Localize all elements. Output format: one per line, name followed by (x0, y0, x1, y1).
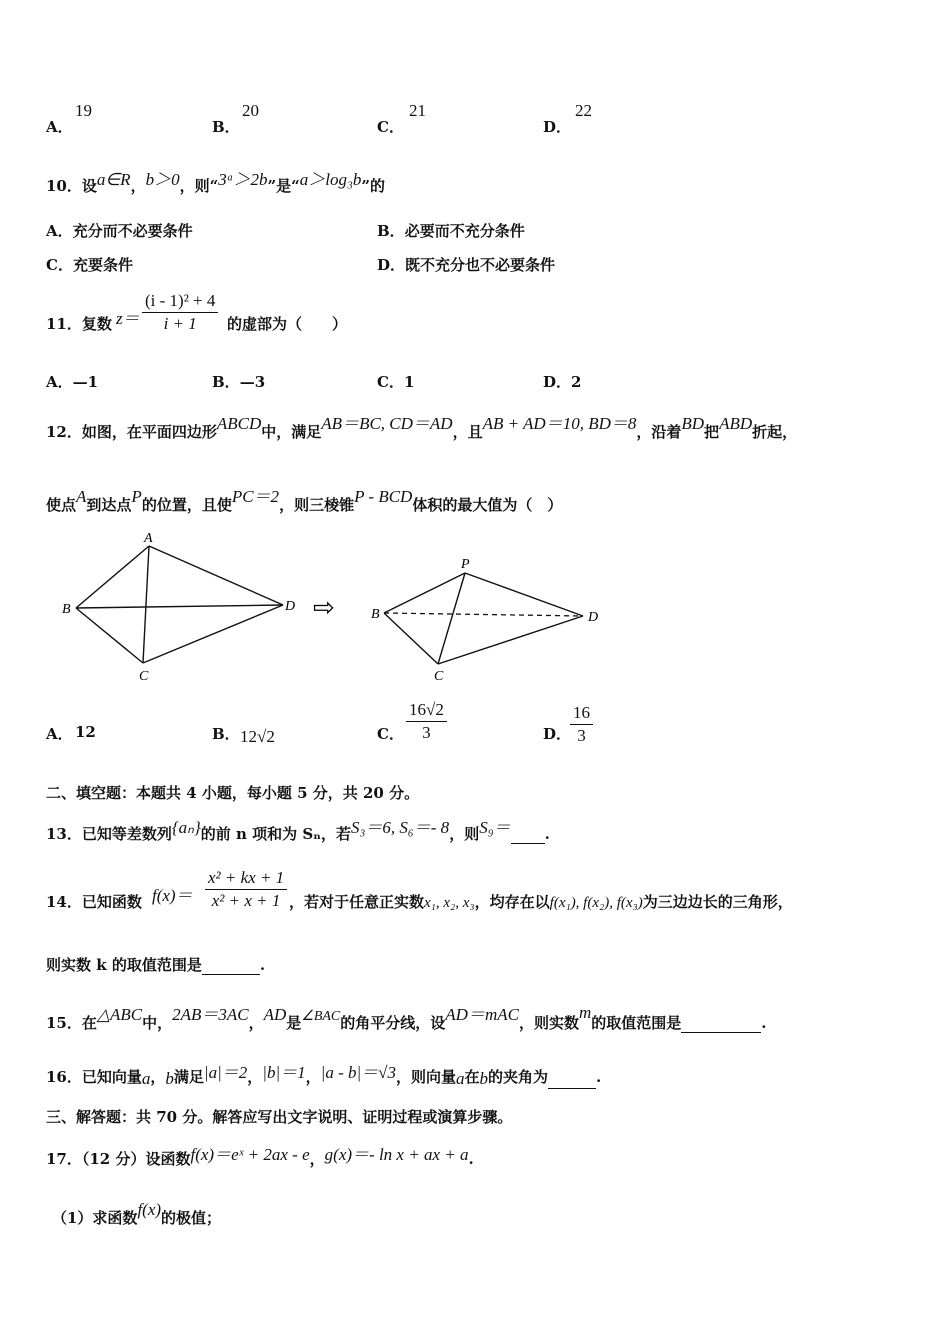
q12-option-c-num: 16√2 (406, 700, 447, 722)
q10-option-d: D．既不充分也不必要条件 (377, 256, 556, 274)
q12-l2p3: 的位置，且使 (141, 496, 232, 514)
q11-denominator: i + 1 (163, 314, 197, 333)
q9-option-d-value: 22 (575, 101, 592, 120)
q11-option-c: C．1 (377, 373, 415, 391)
q9-option-b-label: B． (212, 118, 240, 136)
q16-p6: ，则向量 (396, 1068, 457, 1086)
q11-z: z＝ (116, 309, 140, 328)
q15-m5: AD＝mAC (445, 1005, 519, 1024)
q12-option-c-label: C． (377, 725, 404, 743)
q9-option-a-value: 19 (75, 101, 92, 120)
q12-line2 (46, 482, 562, 515)
q14-fraction (205, 868, 287, 911)
section-2-heading: 二、填空题：本题共 4 小题，每小题 5 分，共 20 分。 (46, 784, 420, 802)
q16-p7: 在 (464, 1068, 480, 1086)
q12-p1: 12．如图，在平面四边形 (46, 423, 217, 441)
q14-l2: 则实数 k 的取值范围是 (46, 956, 202, 974)
fig2-label-b: B (371, 607, 380, 622)
fig1-label-a: A (144, 531, 153, 546)
q9-option-c-label: C． (377, 118, 404, 136)
q12-p4: ，沿着 (636, 423, 682, 441)
q14-answer-blank[interactable] (202, 960, 260, 975)
q17-sub1 (52, 1200, 221, 1228)
q15-m6: m (578, 1003, 592, 1022)
q15-m1: △ABC (96, 1005, 143, 1024)
q10-stmt1: 3ᵃ＞2b (218, 170, 268, 189)
question-16 (46, 1058, 601, 1089)
q16-p4: ， (247, 1068, 263, 1086)
q15-p6: ，则实数 (518, 1014, 579, 1032)
q12-option-d-num: 16 (570, 703, 593, 725)
q13-p2: 的前 n 项和为 Sₙ，若 (200, 825, 351, 843)
q17-p1: 17．（12 分）设函数 (46, 1150, 191, 1168)
q12-l2m3: PC＝2 (231, 487, 280, 506)
q14-p2: ，若对于任意正实数 (289, 893, 425, 911)
q14-l2-end: . (259, 956, 266, 974)
q15-p5: 的角平分线，设 (340, 1014, 446, 1032)
q12-l2p1: 使点 (46, 496, 77, 514)
q14-p3: ，均存在以 (474, 893, 550, 911)
q12-l2m2: P (131, 487, 142, 506)
q16-answer-blank[interactable] (548, 1074, 596, 1089)
q11-option-b: B．—3 (212, 373, 266, 391)
fold-arrow-icon: ⇨ (313, 593, 335, 622)
q16-m7: b (479, 1069, 489, 1088)
q12-l2p4: ，则三棱锥 (279, 496, 355, 514)
q9-option-a-label: A． (46, 118, 73, 136)
q16-m2: b (165, 1069, 174, 1088)
question-15 (46, 1000, 767, 1033)
q12-p5: 把 (704, 423, 720, 441)
q11-numerator: (i - 1)² + 4 (142, 291, 218, 313)
q16-m3: |a|＝2 (203, 1063, 248, 1082)
q12-option-d-den: 3 (577, 726, 586, 745)
q14-m2: x₁, x₂, x₃ (424, 895, 475, 911)
q17-m2: g(x)＝- ln x + ax + a (324, 1145, 469, 1164)
q10-then: ，则“ (179, 177, 219, 195)
q10-option-b: B．必要而不充分条件 (377, 222, 525, 240)
q10-cond2: b＞0 (145, 170, 180, 189)
q10-is: ”是“ (267, 177, 300, 195)
q12-l2m4: P - BCD (354, 487, 413, 506)
figure-tetrahedron (371, 557, 598, 684)
q14-m3: f(x₁), f(x₂), f(x₃) (549, 895, 643, 911)
q9-option-d-label: D． (543, 118, 572, 136)
q10-sep1: ， (130, 177, 146, 195)
q16-p8: 的夹角为 (488, 1068, 549, 1086)
q12-m2: AB＝BC, CD＝AD (321, 414, 453, 433)
q14-m1: f(x)＝ (152, 886, 193, 905)
q10-option-a: A．充分而不必要条件 (46, 222, 193, 240)
q12-p6: 折起， (752, 423, 798, 441)
q12-m3: AB + AD＝10, BD＝8 (482, 414, 637, 433)
q12-m5: ABD (719, 414, 753, 433)
q13-p3: ，则 (449, 825, 480, 843)
q16-p3: 满足 (173, 1068, 204, 1086)
fig2-label-p: P (461, 557, 470, 572)
q12-l2m1: A (76, 487, 87, 506)
q12-option-b: 12√2 (240, 727, 275, 746)
q16-p1: 16．已知向量 (46, 1068, 142, 1086)
q12-p2: 中，满足 (261, 423, 322, 441)
q12-l2p2: 到达点 (86, 496, 132, 514)
q17-sub1-m: f(x) (137, 1200, 162, 1219)
fig1-label-b: B (62, 602, 71, 617)
figure-quadrilateral (62, 531, 295, 684)
q15-m4: ∠BAC (301, 1009, 341, 1024)
q17-sub1-p: （1）求函数 (52, 1209, 138, 1227)
q14-p4: 为三边边长的三角形， (642, 893, 793, 911)
q17-m1: f(x)＝eˣ + 2ax - e (190, 1145, 310, 1164)
q15-m3: AD (263, 1005, 287, 1024)
q11-end: 的虚部为（ ） (227, 315, 348, 333)
q15-m2: 2AB＝3AC (172, 1005, 249, 1024)
q16-m1: a (141, 1069, 151, 1088)
q16-p5: ， (305, 1068, 321, 1086)
q10-end: ”的 (361, 177, 386, 195)
q12-m1: ABCD (216, 414, 262, 433)
q12-p3: ，且 (452, 423, 483, 441)
q12-l2p5: 体积的最大值为（ ） (412, 496, 563, 514)
q10-stmt2: a＞log₃b (299, 170, 362, 189)
q10-stem (46, 165, 385, 196)
q12-option-d (570, 703, 593, 746)
fig1-label-c: C (139, 669, 149, 684)
q12-option-c (406, 700, 447, 743)
q11-fraction (142, 291, 218, 334)
q17-p2: ， (309, 1150, 325, 1168)
q13-m3: S₉＝ (479, 818, 511, 837)
fig2-label-c: C (434, 669, 444, 684)
q13-m2: S₃＝6, S₆＝- 8 (350, 818, 450, 837)
q15-p2: 中， (142, 1014, 173, 1032)
q14-line2 (46, 954, 265, 975)
q16-m4: |b|＝1 (262, 1063, 306, 1082)
q12-option-d-label: D． (543, 725, 572, 743)
q16-end: . (596, 1068, 602, 1086)
q15-p4: 是 (286, 1014, 302, 1032)
q12-option-c-den: 3 (422, 723, 431, 742)
q13-m1: {aₙ} (171, 818, 201, 837)
q14-denominator: x² + x + 1 (211, 891, 281, 910)
q12-option-a-label: A． (46, 725, 73, 743)
question-17 (46, 1140, 474, 1169)
fig2-label-d: D (588, 610, 599, 625)
q13-end: . (544, 825, 550, 843)
section-3-heading: 三、解答题：共 70 分。解答应写出文字说明、证明过程或演算步骤。 (46, 1108, 513, 1126)
q11-number: 11．复数 (46, 315, 112, 333)
q14-numerator: x² + kx + 1 (205, 868, 287, 890)
q15-p1: 15．在 (46, 1014, 97, 1032)
q16-p2: ， (150, 1068, 166, 1086)
q15-p7: 的取值范围是 (591, 1014, 682, 1032)
q13-p1: 13．已知等差数列 (46, 825, 172, 843)
q10-option-c: C．充要条件 (46, 256, 133, 274)
q11-option-d: D．2 (543, 373, 582, 391)
q14-rest (289, 891, 793, 912)
q12-figure (55, 530, 615, 685)
q9-option-c-value: 21 (409, 101, 426, 120)
q12-option-b-label: B． (212, 725, 240, 743)
q17-sub1-end: 的极值； (161, 1209, 222, 1227)
fig1-label-d: D (285, 599, 296, 614)
q15-end: . (761, 1014, 767, 1032)
q10-cond1: a∈R (96, 170, 131, 189)
q14-p1: 14．已知函数 (46, 893, 142, 911)
q16-m6: a (456, 1069, 465, 1088)
q11-option-a: A．—1 (46, 373, 99, 391)
q10-number: 10．设 (46, 177, 97, 195)
q17-end: . (468, 1150, 474, 1168)
q15-p3: ， (248, 1014, 264, 1032)
q12-m4: BD (681, 414, 705, 433)
q12-line1 (46, 409, 797, 442)
q9-option-b-value: 20 (242, 101, 259, 120)
q16-m5: |a - b|＝√3 (320, 1063, 396, 1082)
question-13 (46, 813, 550, 844)
q12-option-a: 12 (75, 723, 96, 741)
q15-answer-blank[interactable] (681, 1018, 761, 1033)
q13-answer-blank[interactable] (511, 829, 545, 844)
